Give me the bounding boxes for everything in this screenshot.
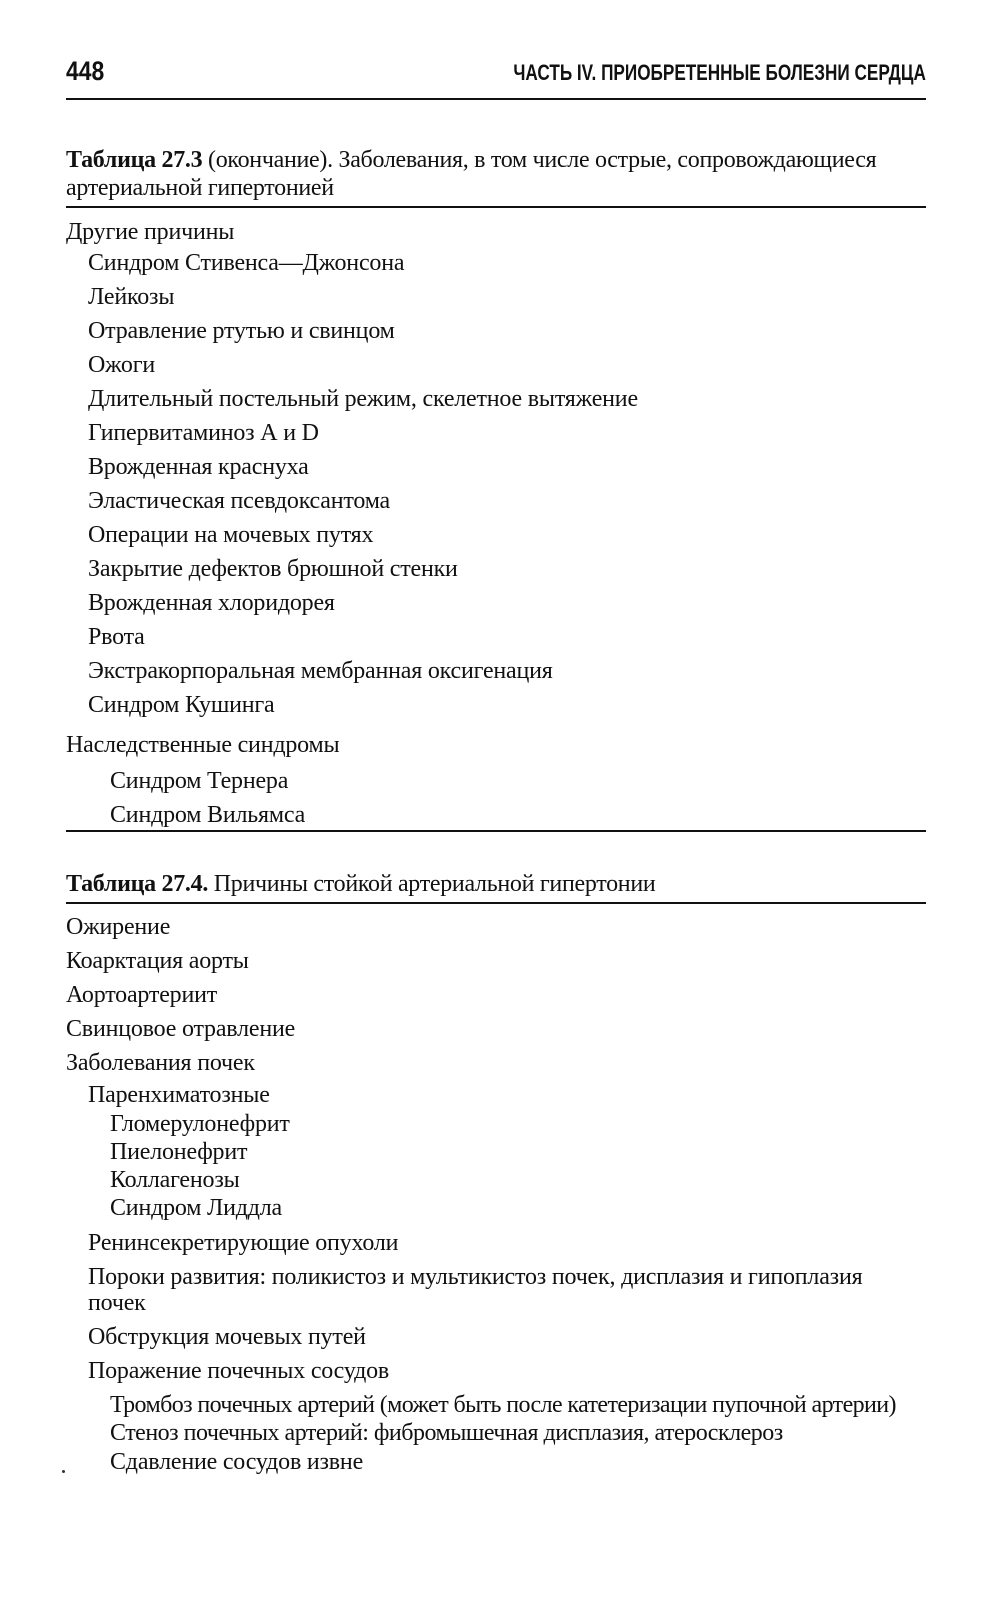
table-row: Коллагенозы xyxy=(110,1167,240,1193)
table-row: Пороки развития: поликистоз и мультикистоз почек, дисплазия и гипоплазия почек xyxy=(88,1264,863,1316)
table-row: Врожденная краснуха xyxy=(88,454,309,480)
table-row: Ренинсекретирующие опухоли xyxy=(88,1230,399,1256)
caption-text: Причины стойкой артериальной гипертонии xyxy=(208,871,656,897)
caption-label: Таблица 27.4. xyxy=(66,871,209,897)
table-row: Другие причины xyxy=(66,219,235,245)
table-row: Рвота xyxy=(88,624,145,650)
table-row: Синдром Стивенса—Джонсона xyxy=(88,250,405,276)
table-row: Коарктация аорты xyxy=(66,948,249,974)
page-header xyxy=(66,52,926,100)
table-row: Лейкозы xyxy=(88,284,175,310)
table-row: Гипервитаминоз А и D xyxy=(88,420,319,446)
table-row: Отравление ртутью и свинцом xyxy=(88,318,395,344)
table-caption xyxy=(66,146,926,208)
table-row: Пиелонефрит xyxy=(110,1139,248,1165)
table-27-3 xyxy=(66,146,926,832)
page-number: 448 xyxy=(66,56,105,86)
table-row: Закрытие дефектов брюшной стенки xyxy=(88,556,458,582)
table-row: Поражение почечных сосудов xyxy=(88,1358,390,1384)
scan-speck xyxy=(62,1470,65,1473)
table-body xyxy=(66,218,926,832)
table-row: Гломерулонефрит xyxy=(110,1111,290,1137)
caption-text: (окончание). Заболевания, в том числе острые, сопровождающиеся артериальной гипертонией xyxy=(66,147,877,201)
table-row: Синдром Кушинга xyxy=(88,692,275,718)
table-row: Сдавление сосудов извне xyxy=(110,1449,364,1475)
table-row: Обструкция мочевых путей xyxy=(88,1324,366,1350)
table-row: Стеноз почечных артерий: фибромышечная дисплазия, атеросклероз xyxy=(110,1420,783,1446)
table-row: Паренхиматозные xyxy=(88,1082,270,1108)
table-row: Ожирение xyxy=(66,914,171,940)
table-row: Эластическая псевдоксантома xyxy=(88,488,390,514)
table-row: Свинцовое отравление xyxy=(66,1016,296,1042)
table-row: Длительный постельный режим, скелетное вытяжение xyxy=(88,386,638,412)
table-row: Тромбоз почечных артерий (может быть после катетеризации пупочной артерии) xyxy=(110,1392,896,1418)
table-end-rule xyxy=(66,830,926,832)
table-row: Ожоги xyxy=(88,352,156,378)
table-body xyxy=(66,910,926,1476)
caption-label: Таблица 27.3 xyxy=(66,147,203,173)
table-caption xyxy=(66,870,926,904)
table-row: Синдром Тернера xyxy=(110,768,289,794)
table-row: Экстракорпоральная мембранная оксигенация xyxy=(88,658,553,684)
table-row: Аортоартериит xyxy=(66,982,218,1008)
table-row: Синдром Лиддла xyxy=(110,1195,283,1221)
table-row: Синдром Вильямса xyxy=(110,802,306,828)
table-row: Врожденная хлоридорея xyxy=(88,590,335,616)
running-head: ЧАСТЬ IV. ПРИОБРЕТЕННЫЕ БОЛЕЗНИ СЕРДЦА xyxy=(513,60,926,85)
table-27-4 xyxy=(66,870,926,1476)
table-row: Заболевания почек xyxy=(66,1050,255,1076)
table-row: Операции на мочевых путях xyxy=(88,522,374,548)
table-row: Наследственные синдромы xyxy=(66,732,340,758)
